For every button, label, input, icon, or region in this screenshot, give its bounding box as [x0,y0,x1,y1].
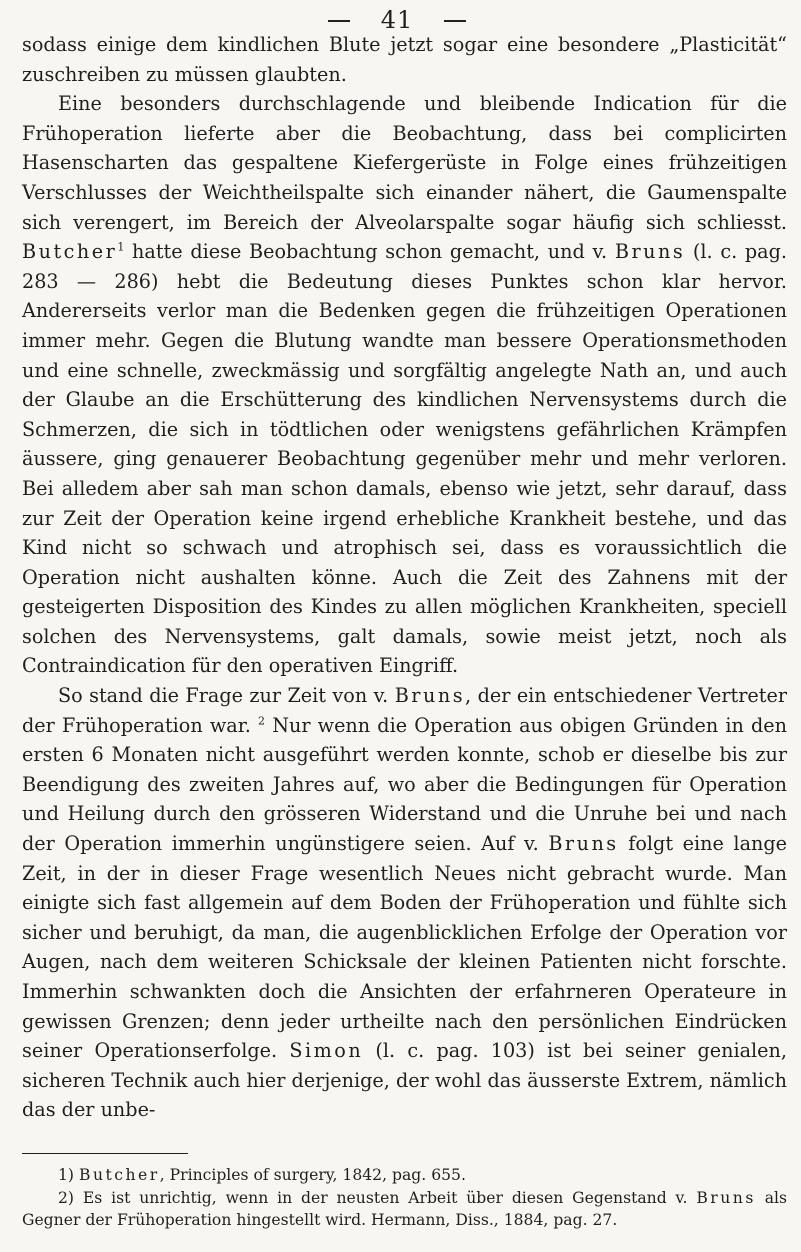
author-name-bruns: Bruns [394,684,466,708]
paragraph-2 [22,89,787,681]
paragraph-3-text-4: folgt eine lange Zeit, in der in dieser Frage wesentlich Neues nicht gebracht wurde. Man einigte sich fast allgemein auf dem Boden der Frühoperation und fühlte sich sicher und beruhigt, da man, die augenblicklichen Erfolge der Operation vor Augen, nach dem weiteren Schicksale der kleinen Patienten nicht forschte. Immerhin schwankten doch die Ansichten der erfahrneren Operateure in gewissen Grenzen; denn jeder urtheilte nach den persönlichen Eindrücken seiner Operationserfolge. [22,832,787,1063]
footnote-2-author: Bruns [696,1188,756,1207]
paragraph-1: sodass einige dem kindlichen Blute jetzt sogar eine besondere „Plasticität“ zuschreiben zu müssen glaubten. [22,33,787,86]
paragraph-3 [22,681,787,1125]
footnote-ref-2: 2 [258,714,266,728]
footnote-ref-1: 1 [117,240,125,254]
paragraph-3-text-1: So stand die Frage zur Zeit von v. [58,684,395,708]
paragraph-2-text-2: hatte diese Beobachtung schon gemacht, und v. [124,240,615,264]
footnote-2 [22,1187,787,1232]
footnote-1-author: Butcher [78,1166,160,1184]
header-dash-right [444,20,466,22]
footnote-1-text: , Principles of surgery, 1842, pag. 655. [159,1166,466,1184]
footnote-2-text-1: Es ist unrichtig, wenn in der neusten Arbeit über diesen Gegenstand v. [82,1188,697,1207]
paragraph-2-text-3: (l. c. pag. 283 — 286) hebt die Bedeutung dieses Punktes schon klar hervor. Andererseits verlor man die Bedenken gegen die frühzeitigen Operationen immer mehr. Gegen die Blutung wandte man bessere Operationsmethoden und eine schnelle, zweckmässig und sorgfältig angelegte Nath an, und auch der Glaube an die Erschütterung des kindlichen Nervensystems durch die Schmerzen, die sich in tödtlichen oder wenigstens gefährlichen Krämpfen äussere, ging genauerer Beobachtung gegenüber mehr und mehr verloren. Bei alledem aber sah man schon damals, ebenso wie jetzt, sehr darauf, dass zur Zeit der Operation keine irgend erhebliche Krankheit bestehe, und das Kind nicht so schwach und atrophisch sei, dass es voraussichtlich die Operation nicht aushalten könne. Auch die Zeit des Zahnens mit der gesteigerten Disposition des Kindes zu allen möglichen Krankheiten, speciell solchen des Nervensystems, galt damals, sowie meist jetzt, noch als Contraindication für den operativen Eingriff. [22,240,788,678]
author-name-simon: Simon [289,1039,364,1063]
page-number: 41 [380,6,414,34]
paragraph-3-text-2: , der ein entschiedener Vertreter der Frühoperation war. [22,684,788,737]
paragraph-2-text-1: Eine besonders durchschlagende und bleibende Indication für die Frühoperation lieferte aber die Beobachtung, dass bei complicirten Hasenscharten das gespaltene Kiefergerüste in Folge eines frühzeitigen Verschlusses der Weichtheilspalte sich einander nähert, die Gaumenspalte sich verengert, im Bereich der Alveolarspalte sogar häufig sich schliesst. [22,92,787,234]
footnote-2-text-2: als Gegner der Frühoperation hingestellt wird. Hermann, Diss., 1884, pag. 27. [22,1188,787,1230]
paragraph-3-text-5: (l. c. pag. 103) ist bei seiner genialen, sicheren Technik auch hier derjenige, der wohl das äusserste Extrem, nämlich das der unbe- [22,1039,787,1122]
footnote-1-marker: 1) [58,1166,75,1184]
body-text [22,30,787,1125]
author-name-bruns: Bruns [614,240,686,264]
footnote-1 [22,1164,787,1187]
author-name-butcher: Butcher [22,240,118,264]
footnote-divider [22,1153,188,1154]
header-dash-left [328,20,350,22]
paragraph-3-text-3: Nur wenn die Operation aus obigen Gründen in den ersten 6 Monaten nicht ausgeführt werden konnte, schob er dieselbe bis zur Beendigung des zweiten Jahres auf, wo aber die Bedingungen für Operation und Heilung durch den grösseren Widerstand und die Unruhe bei und nach der Operation immerhin ungünstigere seien. Auf v. [22,713,787,856]
footnotes [22,1164,787,1232]
footnote-2-marker: 2) [58,1188,75,1207]
author-name-bruns: Bruns [548,832,619,856]
